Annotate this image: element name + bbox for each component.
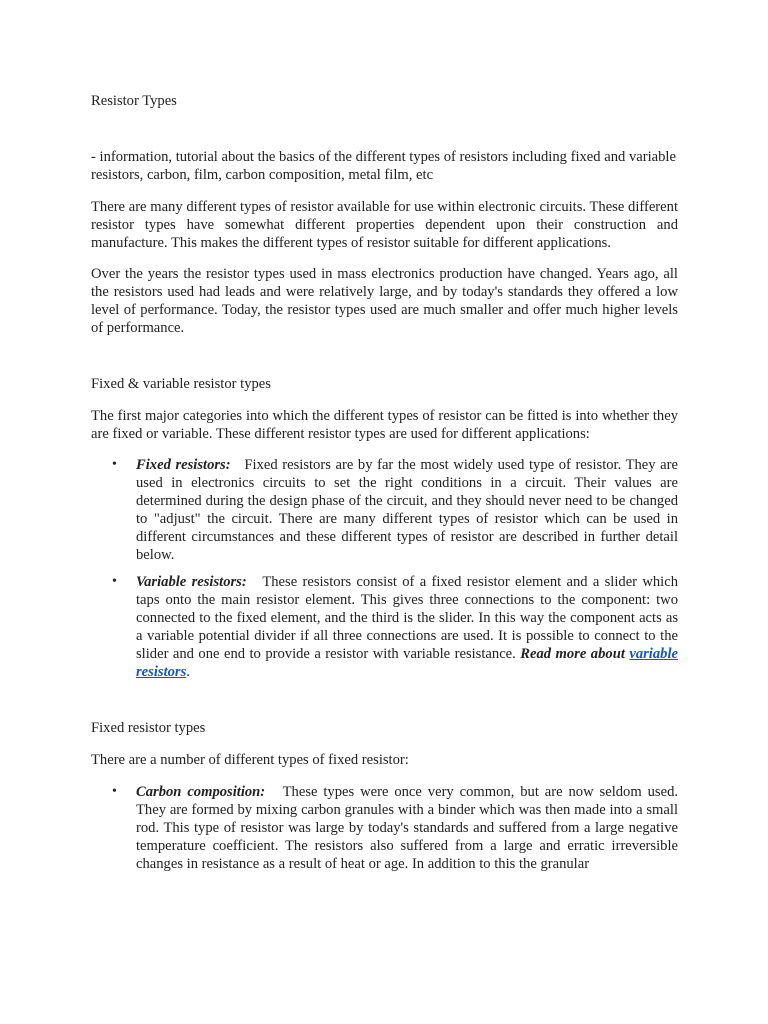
description-carbon-composition: These types were once very common, but are now seldom used. They are formed by mixing carbon granules with a binder which was then made into a small rod. This type of resistor was large by today's standards and suffered from a large negative temperature coefficient. The resistors also suffered from a large and erratic irreversible changes in resistance as a result of heat or age. In addition to this the granular [136,784,679,872]
read-more-label: Read more about [520,646,625,662]
intro-paragraph: - information, tutorial about the basics of the different types of resistors including fixed and variable resistors, carbon, film, carbon composition, metal film, etc [91,149,676,183]
list-item-fixed-resistors [91,456,678,564]
trailing-period: . [186,664,190,680]
document-page [91,92,678,873]
body-paragraph-1: There are many different types of resistor available for use within electronic circuits. These different resistor types have somewhat different properties dependent upon their construction and manufacture. This makes the different types of resistor suitable for different applications. [91,199,678,251]
fixed-resistor-type-list [91,783,678,873]
section-heading-fixed-types: Fixed resistor types [91,720,206,736]
list-item-carbon-composition [91,783,678,873]
document-title: Resistor Types [91,93,177,109]
list-item-variable-resistors [91,573,678,681]
bullet-icon: • [112,784,117,799]
bullet-icon: • [112,457,117,472]
variable-resistors-link[interactable]: variable resistors [136,646,678,680]
term-variable-resistors: Variable resistors: [136,574,247,590]
body-paragraph-4: There are a number of different types of fixed resistor: [91,752,409,768]
section-heading-fixed-variable: Fixed & variable resistor types [91,376,271,392]
body-paragraph-2: Over the years the resistor types used in mass electronics production have changed. Years ago, all the resistors used had leads and were relatively large, and by today's standards they offered a low level of performance. Today, the resistor types used are much smaller and offer much higher levels of performance. [91,266,678,336]
description-fixed-resistors: Fixed resistors are by far the most widely used type of resistor. They are used in electronics circuits to set the right conditions in a circuit. Their values are determined during the design phase of the circuit, and they should never need to be changed to "adjust" the circuit. There are many different types of resistor which can be used in different circumstances and these different types of resistor are described in further detail below. [136,457,678,563]
term-fixed-resistors: Fixed resistors: [136,457,231,473]
body-paragraph-3: The first major categories into which the different types of resistor can be fitted is into whether they are fixed or variable. These different resistor types are used for different applications: [91,408,678,442]
term-carbon-composition: Carbon composition: [136,784,266,800]
description-variable-resistors: These resistors consist of a fixed resistor element and a slider which taps onto the main resistor element. This gives three connections to the component: two connected to the fixed element, and the third is the slider. In this way the component acts as a variable potential divider if all three connections are used. It is possible to connect to the slider and one end to provide a resistor with variable resistance. [136,574,679,662]
bullet-icon: • [112,574,117,589]
resistor-category-list [91,456,678,681]
